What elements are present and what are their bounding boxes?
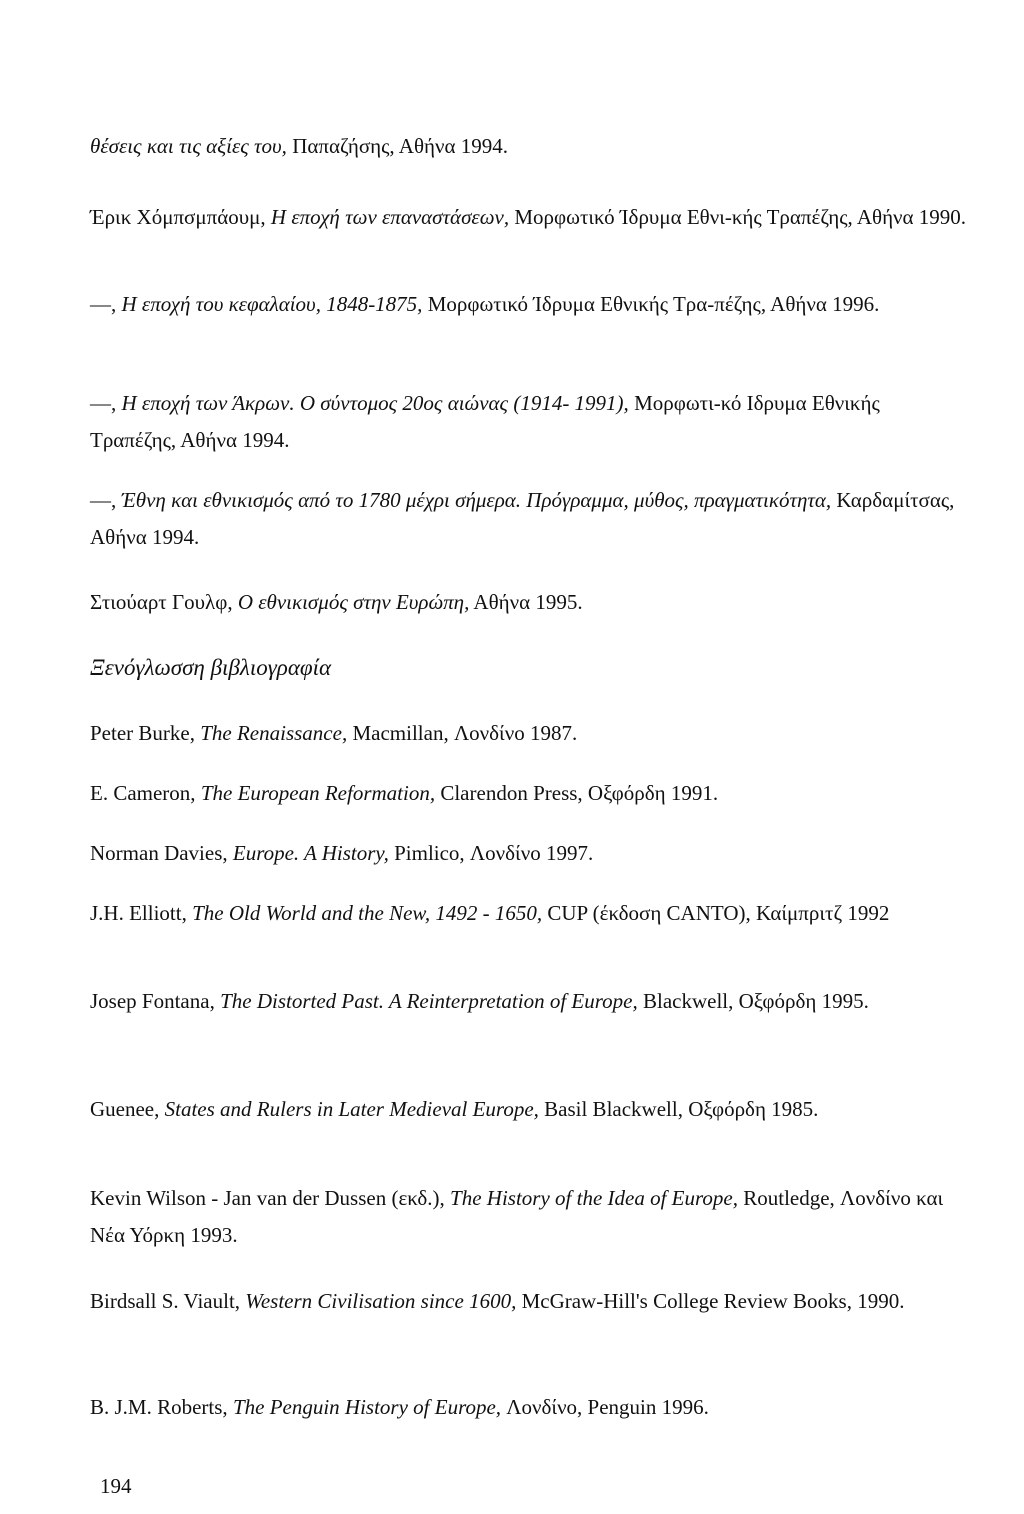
entry-title: The Penguin History of Europe, [232, 1395, 502, 1419]
entry-text: Λονδίνο, Penguin 1996. [501, 1395, 709, 1419]
bibliography-entry [90, 584, 970, 621]
bibliography-entry [90, 835, 970, 872]
entry-title: Έθνη και εθνικισμός από το 1780 μέχρι σήμερα. Πρόγραμμα, μύθος, πραγματικότητα, [121, 488, 832, 512]
section-heading: Ξενόγλωσση βιβλιογραφία [90, 655, 332, 680]
entry-title: The Old World and the New, 1492 - 1650, [192, 901, 543, 925]
entry-text: Routledge, Λονδίνο και Νέα Υόρκη 1993. [90, 1186, 944, 1247]
bibliography-entry [90, 286, 970, 323]
entry-text: Μορφωτικό Ίδρυμα Εθνι-κής Τραπέζης, Αθήνα 1990. [509, 205, 967, 229]
entry-text: Pimlico, Λονδίνο 1997. [388, 841, 594, 865]
entry-text: Guenee, [90, 1097, 165, 1121]
bibliography-entry [90, 983, 970, 1020]
entry-text: Μορφωτι-κό Ιδρυμα Εθνικής Τραπέζης, Αθήνα 1994. [90, 391, 880, 452]
bibliography-entry [90, 1091, 970, 1128]
page-number: 194 [100, 1474, 132, 1498]
entry-text: Έρικ Χόμπσμπάουμ, [90, 205, 271, 229]
entry-text: Kevin Wilson - Jan van der Dussen (εκδ.), [90, 1186, 451, 1210]
bibliography-entry [90, 715, 970, 752]
entry-title: The Distorted Past. A Reinterpretation of Europe, [220, 989, 638, 1013]
entry-title: The European Reformation, [200, 781, 436, 805]
entry-text: Παπαζήσης, Αθήνα 1994. [286, 134, 508, 158]
entry-title: Η εποχή των Άκρων. Ο σύντομος 20ος αιώνας (1914- 1991), [121, 391, 629, 415]
entry-title: Western Civilisation since 1600, [245, 1289, 517, 1313]
entry-title: States and Rulers in Later Medieval Europe, [164, 1097, 539, 1121]
entry-text: —, [90, 391, 122, 415]
bibliography-entry [90, 482, 970, 556]
entry-text: —, [90, 488, 122, 512]
entry-text: Basil Blackwell, Οξφόρδη 1985. [538, 1097, 819, 1121]
entry-title: Europe. A History, [232, 841, 389, 865]
entry-text: Norman Davies, [90, 841, 233, 865]
bibliography-entry [90, 128, 970, 165]
bibliography-entry [90, 199, 970, 236]
bibliography-entry [90, 1389, 970, 1426]
entry-text: Peter Burke, [90, 721, 201, 745]
bibliography-entry [90, 385, 970, 459]
entry-title: The History of the Idea of Europe, [450, 1186, 738, 1210]
entry-text: Josep Fontana, [90, 989, 221, 1013]
entry-text: Clarendon Press, Οξφόρδη 1991. [435, 781, 719, 805]
entry-title: Η εποχή των επαναστάσεων, [270, 205, 510, 229]
entry-title: Ο εθνικισμός στην Ευρώπη, [237, 590, 470, 614]
entry-text: Birdsall S. Viault, [90, 1289, 246, 1313]
entry-text: Καρδαμίτσας, Αθήνα 1994. [90, 488, 955, 549]
bibliography-entry [90, 1283, 970, 1320]
bibliography-entry [90, 1180, 970, 1254]
entry-text: McGraw-Hill's College Review Books, 1990. [516, 1289, 905, 1313]
entry-text: Αθήνα 1995. [469, 590, 583, 614]
entry-text: J.H. Elliott, [90, 901, 193, 925]
entry-text: —, [90, 292, 122, 316]
entry-title: Η εποχή του κεφαλαίου, 1848-1875, [121, 292, 423, 316]
entry-text: B. J.M. Roberts, [90, 1395, 233, 1419]
entry-title: θέσεις και τις αξίες του, [90, 134, 287, 158]
entry-title: The Renaissance, [200, 721, 348, 745]
entry-text: CUP (έκδοση CANTO), Καίμπριτζ 1992 [542, 901, 890, 925]
bibliography-entry [90, 775, 970, 812]
bibliography-entry [90, 895, 970, 932]
entry-text: Μορφωτικό Ίδρυμα Εθνικής Τρα-πέζης, Αθήνα 1996. [422, 292, 880, 316]
entry-text: Macmillan, Λονδίνο 1987. [347, 721, 578, 745]
entry-text: Στιούαρτ Γουλφ, [90, 590, 238, 614]
entry-text: Blackwell, Οξφόρδη 1995. [637, 989, 869, 1013]
entry-text: E. Cameron, [90, 781, 201, 805]
